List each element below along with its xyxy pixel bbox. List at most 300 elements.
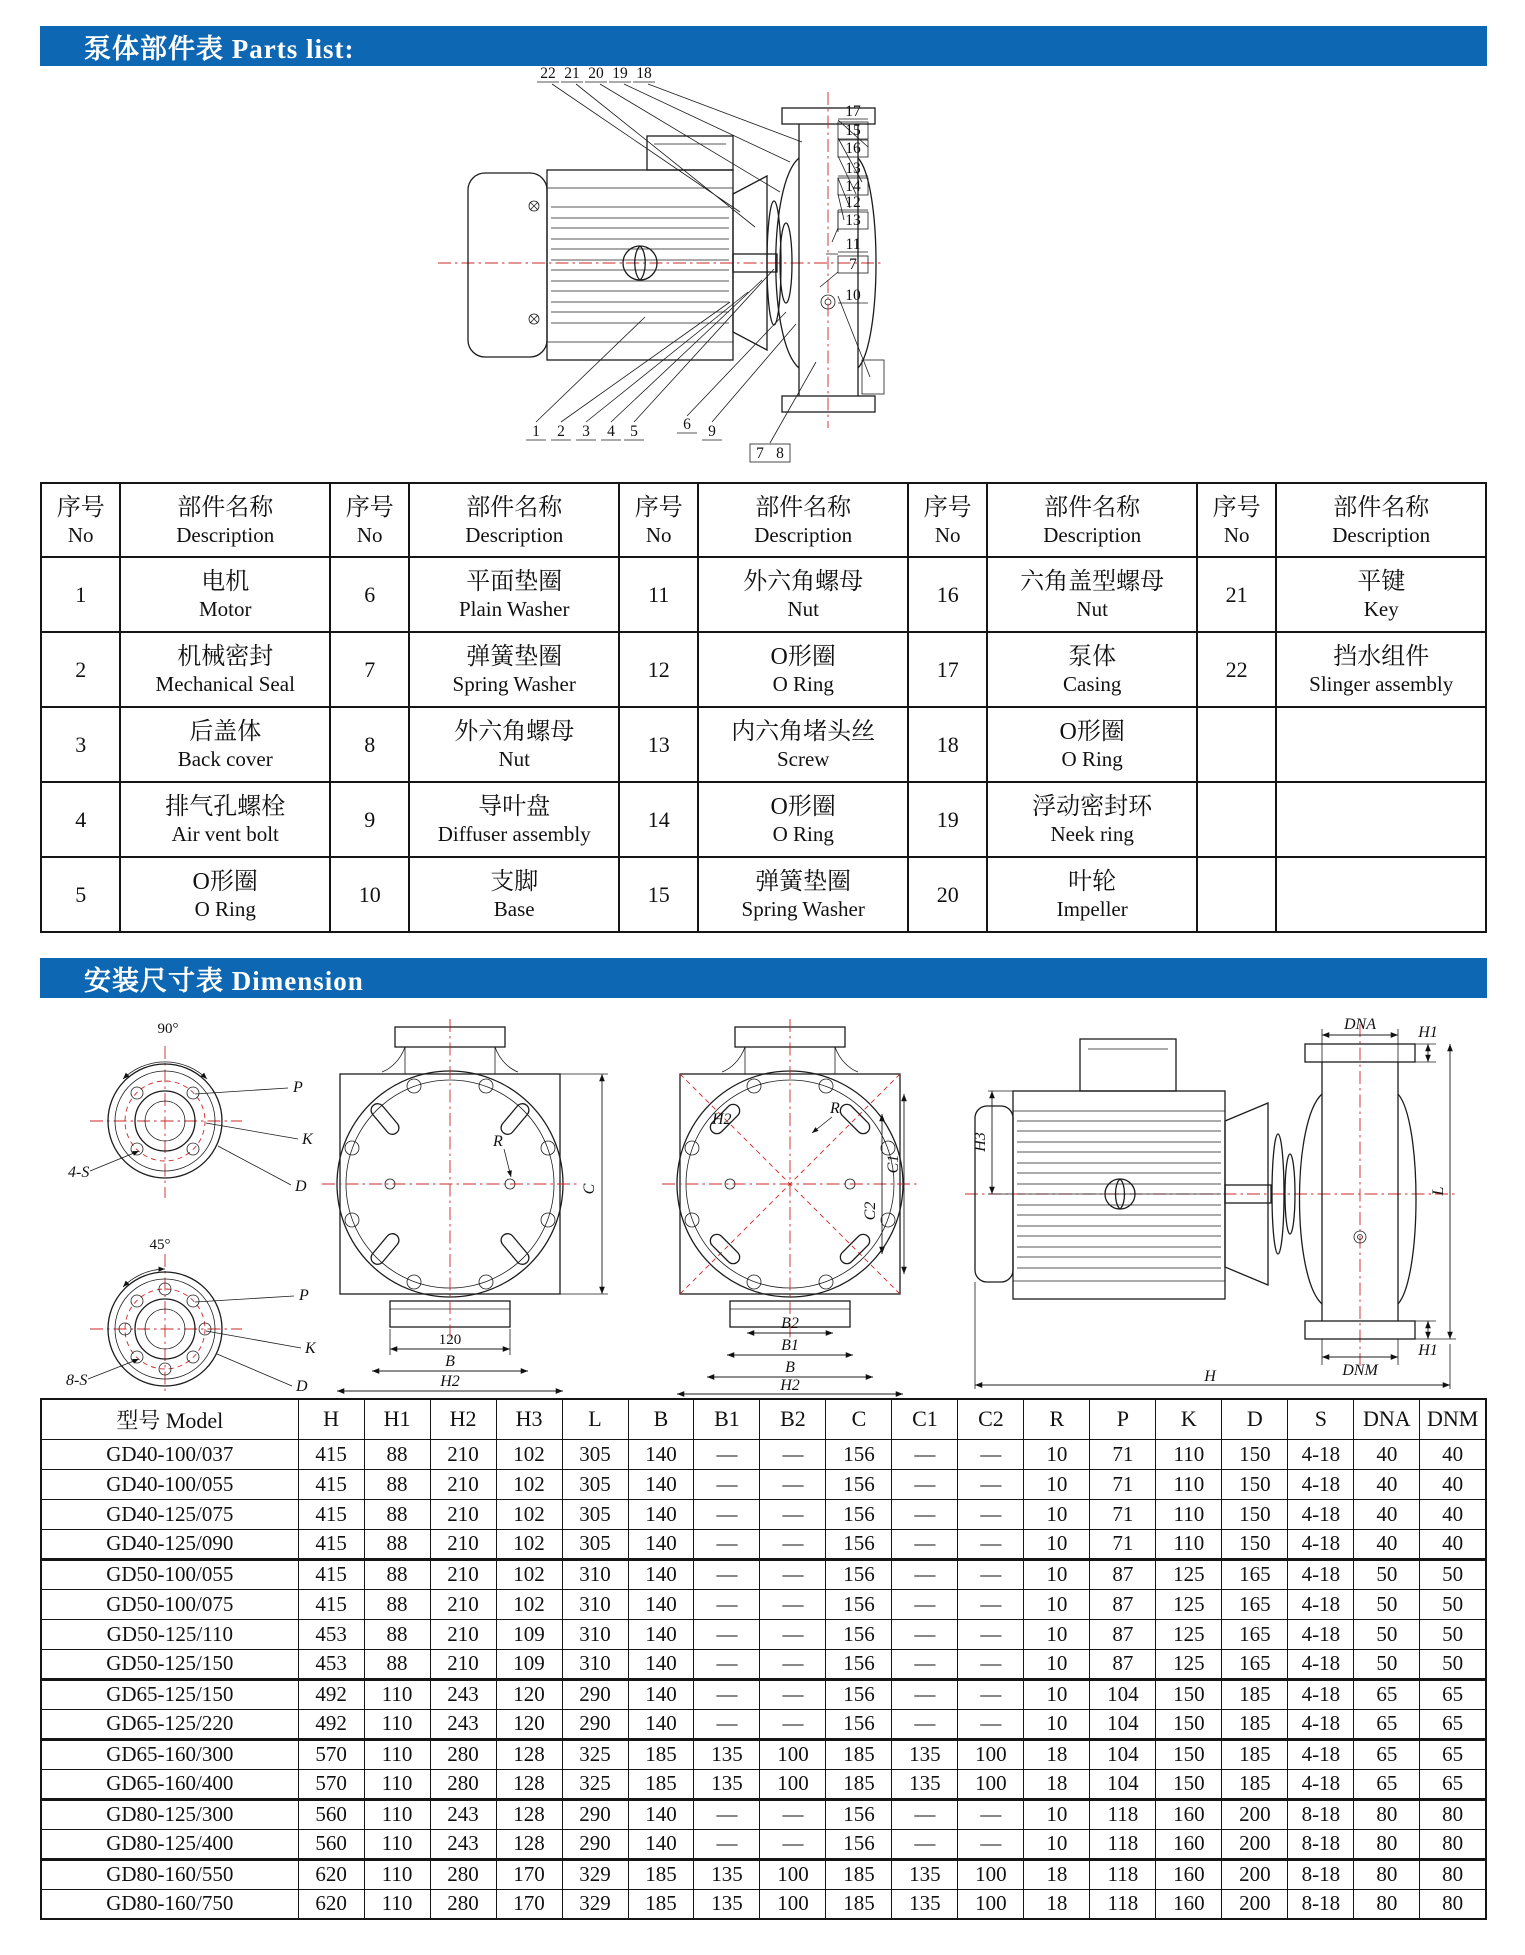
dim-cell: 71: [1090, 1529, 1156, 1559]
dim-header: K: [1156, 1399, 1222, 1439]
dim-cell: 135: [892, 1769, 958, 1799]
dim-cell: 140: [628, 1469, 694, 1499]
callout-label: 7: [849, 256, 857, 273]
dim-cell: 88: [364, 1649, 430, 1679]
label-cn: 序号: [923, 494, 972, 521]
parts-callouts-right: [820, 103, 870, 377]
dim-cell: 325: [562, 1769, 628, 1799]
dim-cell: 135: [892, 1739, 958, 1769]
dim-cell: 50: [1420, 1649, 1486, 1679]
dim-cell: 140: [628, 1709, 694, 1739]
dim-cell: 210: [430, 1649, 496, 1679]
dim-label-4s: 4-S: [68, 1164, 90, 1181]
dim-cell: 135: [694, 1739, 760, 1769]
dim-cell: 125: [1156, 1559, 1222, 1589]
dim-cell: 10: [1024, 1469, 1090, 1499]
dim-cell: 290: [562, 1679, 628, 1709]
parts-cell-desc: [987, 707, 1197, 782]
label-en: Description: [465, 522, 564, 547]
dim-header: S: [1288, 1399, 1354, 1439]
dim-cell: 185: [1222, 1679, 1288, 1709]
dim-cell: 305: [562, 1499, 628, 1529]
dimension-banner: [40, 958, 1487, 998]
label-cn: 叶轮: [1068, 869, 1117, 896]
label-cn: 机械密封: [177, 644, 274, 671]
dim-cell: 102: [496, 1499, 562, 1529]
dim-cell: 10: [1024, 1649, 1090, 1679]
dim-cell: 10: [1024, 1829, 1090, 1859]
table-row: [41, 782, 1486, 857]
callout-label: 2: [557, 423, 565, 440]
dim-label-dnm: DNM: [1342, 1362, 1378, 1379]
table-row: [41, 707, 1486, 782]
parts-cell-no: 7: [330, 632, 409, 707]
dim-cell: 280: [430, 1859, 496, 1889]
dim-cell: 40: [1420, 1529, 1486, 1559]
dim-cell: 10: [1024, 1559, 1090, 1589]
dim-cell: 150: [1156, 1709, 1222, 1739]
dim-table-header-row: [41, 1399, 1486, 1439]
label-en: O Ring: [194, 897, 256, 922]
dim-cell: —: [694, 1589, 760, 1619]
label-en: O Ring: [772, 822, 834, 847]
dim-cell: 118: [1090, 1799, 1156, 1829]
parts-list-banner-title: 泵体部件表 Parts list:: [84, 33, 355, 64]
dim-cell: 165: [1222, 1589, 1288, 1619]
parts-table-header-row: [41, 483, 1486, 557]
callout-label: 17: [845, 103, 861, 120]
dim-cell: 10: [1024, 1619, 1090, 1649]
dim-cell: 160: [1156, 1859, 1222, 1889]
dim-cell: 65: [1354, 1709, 1420, 1739]
parts-cell-desc: [698, 857, 908, 932]
parts-cell-no: 22: [1197, 632, 1276, 707]
label-en: No: [645, 522, 672, 547]
dim-cell: 88: [364, 1439, 430, 1469]
dim-cell: 156: [826, 1709, 892, 1739]
dim-cell: 150: [1156, 1769, 1222, 1799]
parts-cell-no: 21: [1197, 557, 1276, 632]
dim-cell: 492: [298, 1709, 364, 1739]
label-cn: 序号: [634, 494, 683, 521]
dim-cell: 110: [364, 1889, 430, 1919]
dim-cell: 80: [1420, 1859, 1486, 1889]
dim-cell: 8-18: [1288, 1889, 1354, 1919]
label-cn: 平面垫圈: [466, 569, 563, 596]
dim-cell: 140: [628, 1799, 694, 1829]
dim-cell: 80: [1420, 1889, 1486, 1919]
dim-label-angle45: 45°: [149, 1237, 171, 1253]
dim-cell: 570: [298, 1739, 364, 1769]
dim-cell: 140: [628, 1619, 694, 1649]
dim-cell: 118: [1090, 1829, 1156, 1859]
parts-cell-no: 14: [619, 782, 698, 857]
dim-cell: 104: [1090, 1679, 1156, 1709]
dim-label-angle90: 90°: [157, 1021, 179, 1037]
dim-cell: 140: [628, 1529, 694, 1559]
label-en: O Ring: [1061, 747, 1123, 772]
parts-cell-desc: [120, 782, 330, 857]
dim-cell: 118: [1090, 1889, 1156, 1919]
parts-cell-desc: [1276, 782, 1486, 857]
dim-header: H: [298, 1399, 364, 1439]
dim-label-b1: B1: [781, 1337, 799, 1354]
label-en: Air vent bolt: [171, 822, 279, 847]
dim-cell: 88: [364, 1529, 430, 1559]
label-en: Screw: [776, 747, 830, 772]
dimension-drawings: [60, 999, 1465, 1397]
dim-header: C: [826, 1399, 892, 1439]
dim-cell: —: [694, 1799, 760, 1829]
callout-label: 19: [612, 65, 628, 82]
dim-cell-model: GD65-125/150: [41, 1679, 298, 1709]
parts-cell-desc: [698, 557, 908, 632]
parts-cell-no: 13: [619, 707, 698, 782]
table-row: [41, 1499, 1486, 1529]
dim-cell: —: [694, 1499, 760, 1529]
dim-cell: 290: [562, 1799, 628, 1829]
label-cn: 外六角螺母: [454, 719, 575, 746]
dim-cell: 135: [694, 1769, 760, 1799]
dim-header: R: [1024, 1399, 1090, 1439]
table-row: [41, 857, 1486, 932]
dim-cell: 156: [826, 1799, 892, 1829]
dim-header: H1: [364, 1399, 430, 1439]
dim-header: B2: [760, 1399, 826, 1439]
dim-cell: 128: [496, 1799, 562, 1829]
dim-label-8s: 8-S: [66, 1372, 88, 1389]
dim-header: B1: [694, 1399, 760, 1439]
dim-cell: 4-18: [1288, 1739, 1354, 1769]
dim-cell: —: [694, 1529, 760, 1559]
dim-cell: 102: [496, 1439, 562, 1469]
dim-cell: —: [892, 1709, 958, 1739]
callout-label: 6: [683, 416, 691, 433]
parts-callouts-top: [537, 65, 802, 227]
table-row: [41, 1889, 1486, 1919]
label-cn: O形圈: [770, 794, 836, 821]
table-row: [41, 1649, 1486, 1679]
dim-label-h2: H2: [712, 1111, 732, 1128]
parts-list-banner: [40, 26, 1487, 66]
dim-cell: 140: [628, 1589, 694, 1619]
label-en: Back cover: [177, 747, 273, 772]
dim-header: H2: [430, 1399, 496, 1439]
callout-label: 14: [845, 178, 861, 195]
label-en: No: [1223, 522, 1250, 547]
dim-cell: 620: [298, 1859, 364, 1889]
dim-cell: 160: [1156, 1799, 1222, 1829]
dim-cell: 156: [826, 1559, 892, 1589]
dim-cell-model: GD40-125/090: [41, 1529, 298, 1559]
dim-cell: 40: [1354, 1439, 1420, 1469]
dim-cell: 140: [628, 1439, 694, 1469]
dim-cell: 156: [826, 1829, 892, 1859]
callout-label: 20: [588, 65, 604, 82]
callout-label: 1: [532, 423, 540, 440]
dim-cell: —: [892, 1589, 958, 1619]
label-cn: O形圈: [192, 869, 258, 896]
dim-cell: 560: [298, 1799, 364, 1829]
dim-cell: 100: [760, 1889, 826, 1919]
dim-cell: 18: [1024, 1859, 1090, 1889]
dim-cell: 185: [628, 1769, 694, 1799]
label-en: Slinger assembly: [1309, 672, 1454, 697]
dim-label-d: D: [296, 1378, 308, 1395]
table-row: [41, 557, 1486, 632]
dim-label-r: R: [830, 1100, 840, 1117]
dim-cell: 104: [1090, 1769, 1156, 1799]
dim-cell: 80: [1354, 1829, 1420, 1859]
parts-cell-desc: [409, 557, 619, 632]
dim-cell: 50: [1420, 1619, 1486, 1649]
label-cn: 弹簧垫圈: [466, 644, 563, 671]
dim-cell: 125: [1156, 1589, 1222, 1619]
dim-cell-model: GD40-125/075: [41, 1499, 298, 1529]
parts-cell-desc: [120, 632, 330, 707]
dim-cell: 40: [1354, 1529, 1420, 1559]
dim-label-d: D: [295, 1178, 307, 1195]
dim-cell: —: [958, 1589, 1024, 1619]
dim-cell: —: [892, 1469, 958, 1499]
dim-cell: —: [892, 1829, 958, 1859]
parts-header-no: [908, 483, 987, 557]
callout-label: 18: [636, 65, 652, 82]
label-cn: 平键: [1357, 569, 1406, 596]
dim-cell: —: [694, 1829, 760, 1859]
dim-cell: 4-18: [1288, 1769, 1354, 1799]
label-cn: 部件名称: [1333, 494, 1430, 521]
label-cn: O形圈: [1059, 719, 1125, 746]
dim-label-b2: B2: [781, 1315, 799, 1332]
dim-cell: 80: [1420, 1829, 1486, 1859]
dim-cell: 110: [364, 1739, 430, 1769]
dim-label-h1: H1: [1418, 1024, 1438, 1041]
parts-cell-no: 1: [41, 557, 120, 632]
parts-header-desc: [987, 483, 1197, 557]
label-en: Base: [493, 897, 535, 922]
dim-cell: 100: [760, 1859, 826, 1889]
dim-cell: 88: [364, 1499, 430, 1529]
dim-cell: —: [958, 1439, 1024, 1469]
parts-cell-desc: [1276, 707, 1486, 782]
parts-cell-desc: [1276, 557, 1486, 632]
dim-header-model: 型号 Model: [41, 1399, 298, 1439]
dim-cell: 110: [1156, 1499, 1222, 1529]
dim-cell: —: [892, 1799, 958, 1829]
dim-cell: 110: [1156, 1469, 1222, 1499]
dim-cell: 125: [1156, 1649, 1222, 1679]
dim-cell: 65: [1420, 1769, 1486, 1799]
dim-cell: —: [958, 1799, 1024, 1829]
table-row: [41, 1829, 1486, 1859]
dim-cell: 156: [826, 1649, 892, 1679]
dim-cell: 280: [430, 1889, 496, 1919]
dim-cell: 305: [562, 1439, 628, 1469]
dim-cell: —: [958, 1709, 1024, 1739]
dim-cell: 185: [628, 1739, 694, 1769]
dim-cell: 50: [1354, 1619, 1420, 1649]
dim-cell: 18: [1024, 1769, 1090, 1799]
label-en: Nut: [498, 747, 530, 772]
dim-cell: —: [892, 1649, 958, 1679]
label-cn: 弹簧垫圈: [755, 869, 852, 896]
dim-cell: 88: [364, 1619, 430, 1649]
dim-cell: 200: [1222, 1889, 1288, 1919]
dim-cell: 71: [1090, 1439, 1156, 1469]
dim-cell: 156: [826, 1529, 892, 1559]
dim-header: B: [628, 1399, 694, 1439]
dim-label-b: B: [445, 1353, 455, 1370]
dim-cell: 110: [1156, 1529, 1222, 1559]
label-cn: 部件名称: [755, 494, 852, 521]
parts-cell-no: 5: [41, 857, 120, 932]
dim-cell: —: [892, 1679, 958, 1709]
dim-cell: 100: [958, 1889, 1024, 1919]
dim-cell: 40: [1420, 1469, 1486, 1499]
dim-cell: —: [694, 1469, 760, 1499]
dim-cell: 65: [1354, 1679, 1420, 1709]
dim-cell: 80: [1354, 1889, 1420, 1919]
dim-cell: 18: [1024, 1889, 1090, 1919]
dim-label-h: H: [1204, 1368, 1216, 1385]
label-cn: 序号: [56, 494, 105, 521]
parts-header-no: [619, 483, 698, 557]
dim-cell: 170: [496, 1859, 562, 1889]
parts-cell-desc: [987, 857, 1197, 932]
dim-cell: 140: [628, 1559, 694, 1589]
label-en: No: [67, 522, 94, 547]
dim-cell-model: GD65-125/220: [41, 1709, 298, 1739]
dim-cell: 102: [496, 1589, 562, 1619]
parts-cell-desc: [698, 632, 908, 707]
dim-cell: —: [760, 1469, 826, 1499]
dim-cell: 620: [298, 1889, 364, 1919]
parts-header-desc: [698, 483, 908, 557]
dim-cell: 65: [1354, 1769, 1420, 1799]
dim-cell: 310: [562, 1649, 628, 1679]
dim-cell: 65: [1420, 1679, 1486, 1709]
callout-label: 5: [630, 423, 638, 440]
dim-cell: 135: [892, 1889, 958, 1919]
dim-cell: —: [760, 1799, 826, 1829]
dim-cell: —: [892, 1499, 958, 1529]
dim-cell: 415: [298, 1589, 364, 1619]
dim-cell: 185: [1222, 1739, 1288, 1769]
dim-cell: 185: [826, 1859, 892, 1889]
dim-cell: 185: [628, 1889, 694, 1919]
callout-label: 3: [582, 423, 590, 440]
dim-cell: 120: [496, 1679, 562, 1709]
dim-cell: 243: [430, 1679, 496, 1709]
dim-label-k: K: [302, 1131, 313, 1148]
dim-header: L: [562, 1399, 628, 1439]
parts-header-no: [41, 483, 120, 557]
dim-cell: 110: [1156, 1439, 1222, 1469]
label-en: Nut: [1076, 597, 1108, 622]
parts-cell-no: 6: [330, 557, 409, 632]
dim-header: DNM: [1420, 1399, 1486, 1439]
parts-header-no: [330, 483, 409, 557]
dim-cell: —: [892, 1559, 958, 1589]
dim-cell: 40: [1420, 1439, 1486, 1469]
label-cn: 电机: [201, 569, 250, 596]
dim-cell: 310: [562, 1589, 628, 1619]
dim-cell: 150: [1222, 1439, 1288, 1469]
dim-cell: 110: [364, 1859, 430, 1889]
parts-header-no: [1197, 483, 1276, 557]
dim-cell: 128: [496, 1829, 562, 1859]
dim-cell: 165: [1222, 1559, 1288, 1589]
dim-cell: 210: [430, 1619, 496, 1649]
dim-cell: 128: [496, 1769, 562, 1799]
dim-cell: 80: [1354, 1859, 1420, 1889]
dim-cell: 305: [562, 1469, 628, 1499]
dim-cell: —: [694, 1709, 760, 1739]
dim-cell: 104: [1090, 1709, 1156, 1739]
dim-cell: 160: [1156, 1829, 1222, 1859]
dim-cell: 453: [298, 1619, 364, 1649]
dim-cell: 415: [298, 1499, 364, 1529]
table-row: [41, 1739, 1486, 1769]
dim-cell: 10: [1024, 1709, 1090, 1739]
dim-cell: 100: [958, 1769, 1024, 1799]
parts-table: [40, 482, 1487, 933]
dim-cell: 310: [562, 1619, 628, 1649]
flange-view-4s: [68, 1021, 314, 1198]
dim-cell: 492: [298, 1679, 364, 1709]
dim-cell: 109: [496, 1649, 562, 1679]
dim-header: P: [1090, 1399, 1156, 1439]
pump-casing-drawing: [733, 92, 884, 428]
dim-cell: 40: [1420, 1499, 1486, 1529]
parts-cell-no: 3: [41, 707, 120, 782]
parts-cell-no: 2: [41, 632, 120, 707]
pump-cross-section-diagram: [430, 62, 890, 474]
dim-cell: —: [760, 1589, 826, 1619]
dim-label-c2: C2: [862, 1201, 879, 1221]
dim-cell-model: GD50-125/150: [41, 1649, 298, 1679]
dim-cell: 40: [1354, 1469, 1420, 1499]
dim-cell: 290: [562, 1829, 628, 1859]
dim-cell: 156: [826, 1679, 892, 1709]
parts-callouts-bottom: [526, 269, 816, 462]
dim-cell: 200: [1222, 1799, 1288, 1829]
dim-cell: 102: [496, 1559, 562, 1589]
dim-cell: 200: [1222, 1829, 1288, 1859]
dim-cell: 165: [1222, 1649, 1288, 1679]
parts-cell-no: 16: [908, 557, 987, 632]
label-cn: 排气孔螺栓: [165, 794, 286, 821]
label-en: Description: [1332, 522, 1431, 547]
label-cn: O形圈: [770, 644, 836, 671]
dim-cell: —: [958, 1829, 1024, 1859]
dim-cell: 280: [430, 1739, 496, 1769]
dim-label-p: P: [299, 1287, 309, 1304]
flange-view-8s: [66, 1237, 317, 1395]
label-en: Plain Washer: [458, 597, 570, 622]
parts-cell-desc: [1276, 857, 1486, 932]
parts-cell-no: 11: [619, 557, 698, 632]
parts-cell-desc: [409, 782, 619, 857]
dim-cell-model: GD40-100/037: [41, 1439, 298, 1469]
motor-drawing: [468, 136, 733, 360]
dim-cell: 100: [760, 1739, 826, 1769]
dim-cell: 243: [430, 1709, 496, 1739]
dim-cell: 280: [430, 1769, 496, 1799]
dim-cell: 87: [1090, 1619, 1156, 1649]
parts-cell-no: 19: [908, 782, 987, 857]
